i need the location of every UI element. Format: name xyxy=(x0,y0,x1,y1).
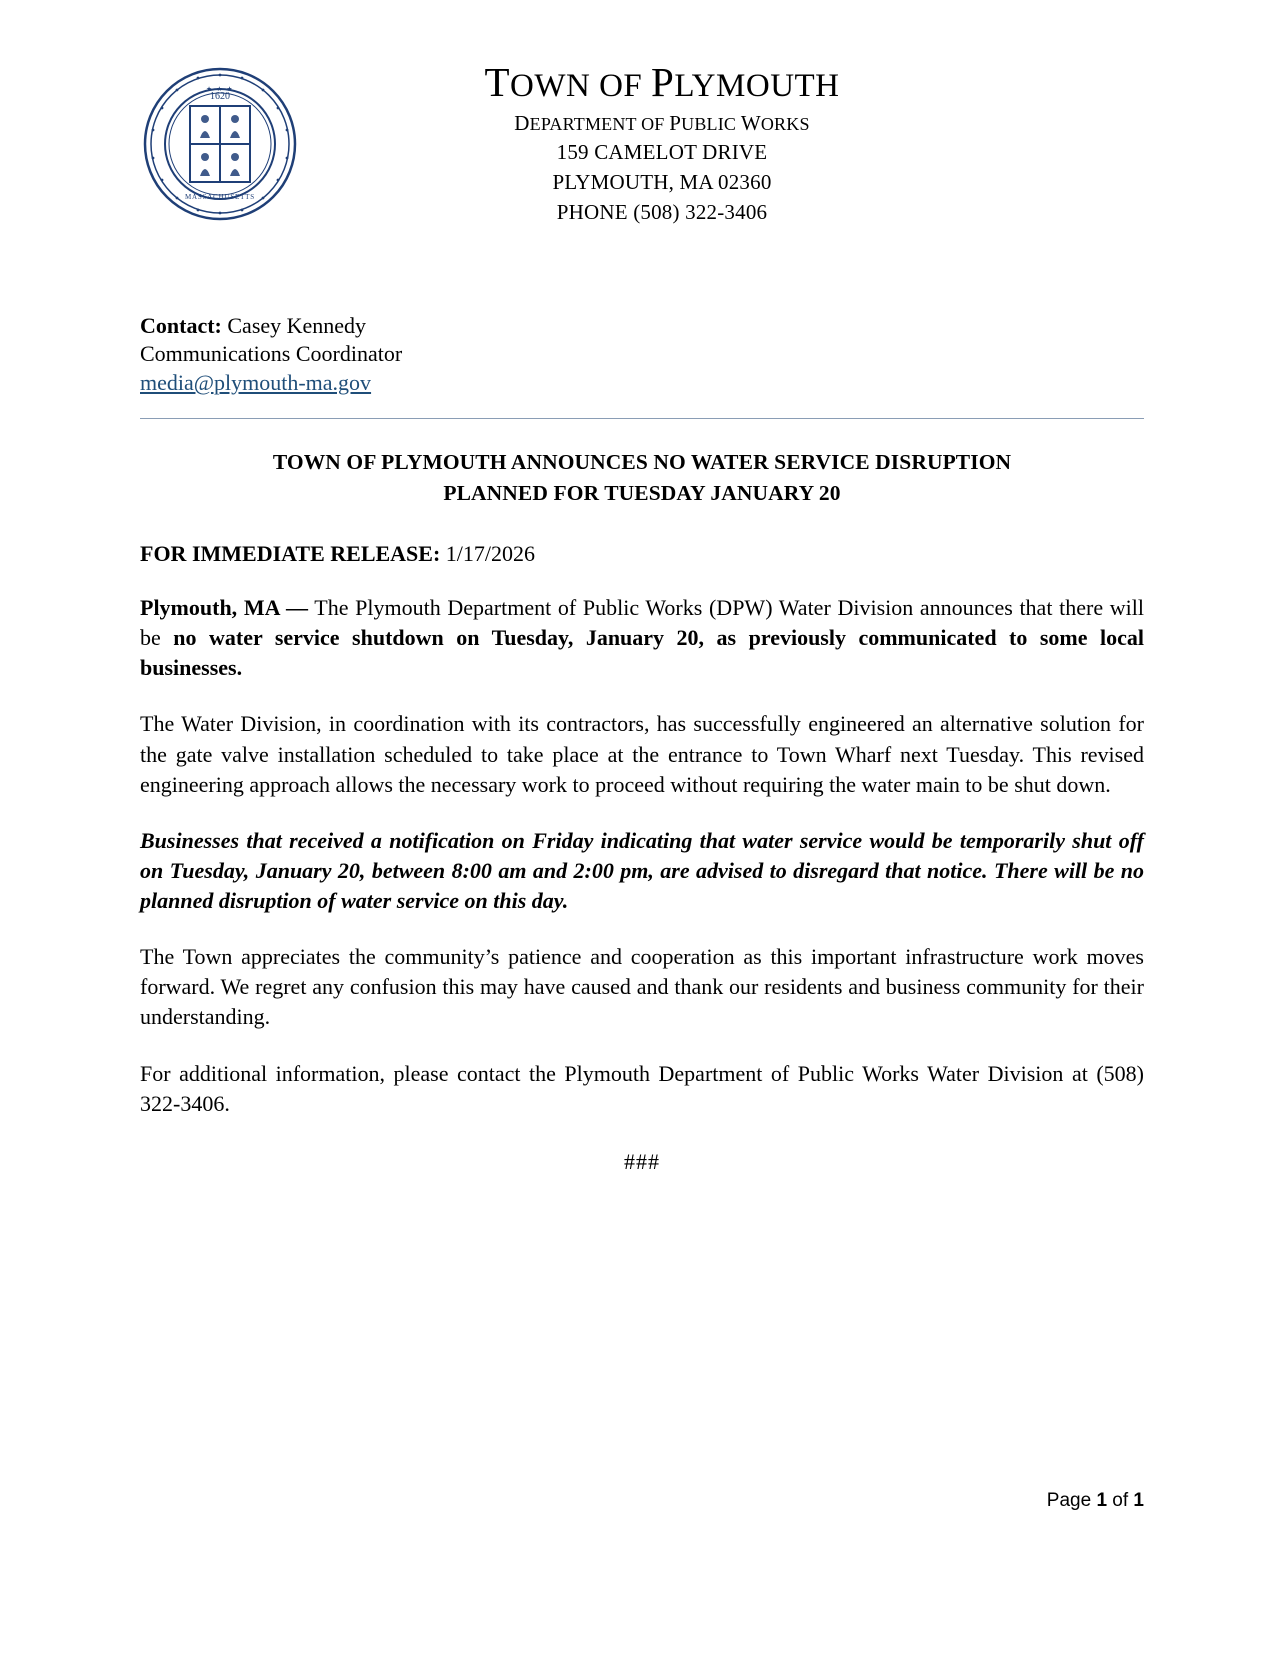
contact-name: Casey Kennedy xyxy=(227,312,367,338)
town-seal-icon xyxy=(140,60,300,222)
page-number-footer xyxy=(1047,1490,1144,1512)
paragraph-2: The Water Division, in coordination with its contractors, has successfully engineered an alternative solution for the gate valve installation scheduled to take place at the entrance to Town Wharf next Tuesday. This revised engineering approach allows the necessary work to proceed without requiring the water main to be shut down. xyxy=(140,711,1144,797)
page-prefix: Page xyxy=(1046,1490,1097,1511)
headline xyxy=(140,447,1144,509)
headline-line-1: TOWN OF PLYMOUTH ANNOUNCES NO WATER SERVICE DISRUPTION xyxy=(272,449,1012,474)
paragraph-1-emphasis: no water service shutdown on Tuesday, January 20, as previously communicated to some local businesses. xyxy=(140,625,1144,681)
page-total: 1 xyxy=(1133,1490,1144,1511)
contact-title: Communications Coordinator xyxy=(140,341,403,367)
end-mark: ### xyxy=(624,1148,660,1174)
letterhead xyxy=(140,0,1144,228)
paragraph-1-text: The Plymouth Department of Public Works (DPW) Water Division announces that there will be xyxy=(140,595,1144,651)
release-label: FOR IMMEDIATE RELEASE: xyxy=(140,541,441,566)
release-line xyxy=(140,541,1144,567)
contact-name-line xyxy=(140,312,1144,341)
page-current: 1 xyxy=(1096,1490,1108,1511)
address-line: 159 CAMELOT DRIVE xyxy=(556,140,768,165)
release-date: 1/17/2026 xyxy=(445,541,536,566)
department-name: DEPARTMENT OF PUBLIC WORKS xyxy=(514,110,810,135)
city-state-zip-line: PLYMOUTH, MA 02360 xyxy=(552,170,772,195)
letterhead-text xyxy=(300,60,1144,228)
dateline: Plymouth, MA — xyxy=(140,595,308,620)
contact-label: Contact: xyxy=(140,312,222,338)
svg-text:★ ★ ★: ★ ★ ★ xyxy=(206,86,234,93)
town-name: TOWN OF PLYMOUTH xyxy=(484,59,840,105)
paragraph-1 xyxy=(140,593,1144,683)
phone-line: PHONE (508) 322-3406 xyxy=(556,200,768,225)
page-middle: of xyxy=(1107,1490,1134,1511)
svg-text:MASSACHUSETTS: MASSACHUSETTS xyxy=(185,193,255,201)
svg-text:1620: 1620 xyxy=(210,91,230,102)
divider xyxy=(140,418,1144,419)
paragraph-5: For additional information, please contact the Plymouth Department of Public Works Water Division at (508) 322-3406. xyxy=(140,1060,1144,1116)
headline-line-2: PLANNED FOR TUESDAY JANUARY 20 xyxy=(443,480,841,505)
contact-block xyxy=(140,312,1144,398)
contact-email-link[interactable]: media@plymouth-ma.gov xyxy=(140,370,372,396)
paragraph-4: The Town appreciates the community’s patience and cooperation as this important infrastructure work moves forward. We regret any confusion this may have caused and thank our residents and business community for their understanding. xyxy=(140,944,1144,1030)
paragraph-3-notice: Businesses that received a notification on Friday indicating that water service would be temporarily shut off on Tuesday, January 20, between 8:00 am and 2:00 pm, are advised to disregard that notice. There will be no planned disruption of water service on this day. xyxy=(140,827,1144,913)
